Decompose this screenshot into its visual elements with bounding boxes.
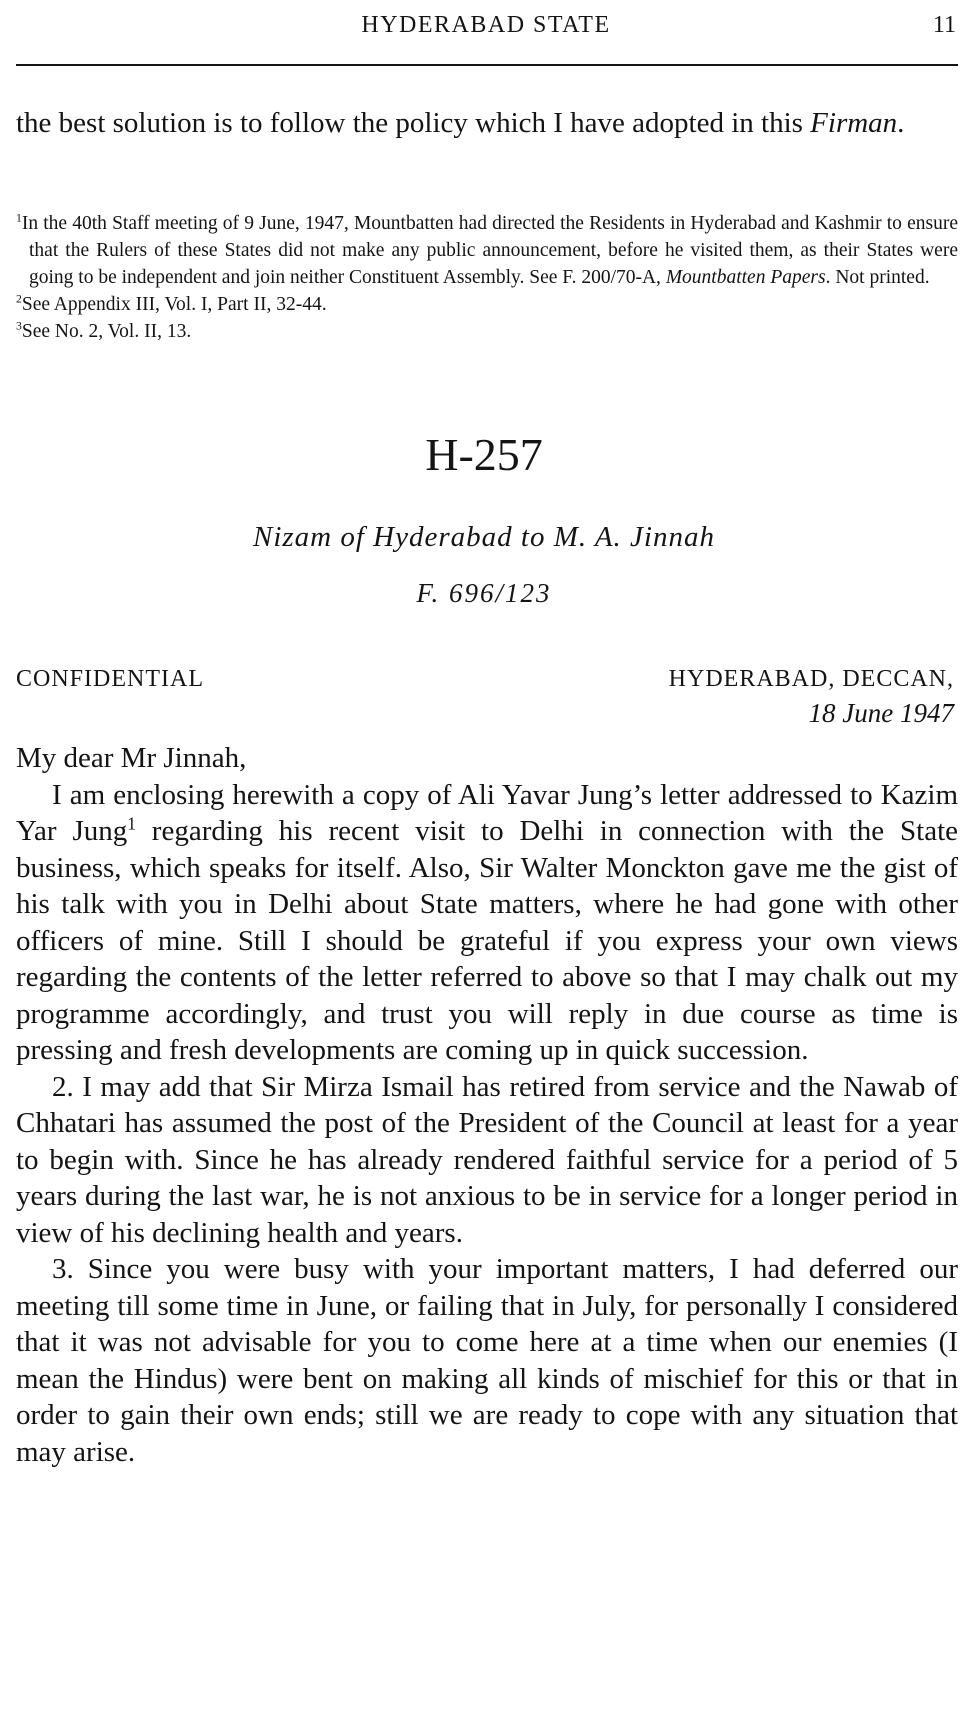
- footnote-3: [16, 318, 958, 345]
- header-rule: [16, 64, 958, 66]
- paragraph-text: I am enclosing herewith a copy of Ali Yavar Jung’s letter addressed to Kazim Yar Jung: [16, 778, 958, 847]
- footnote-1: [16, 210, 958, 291]
- footnote-text-end: . Not printed.: [825, 267, 930, 288]
- running-header: [16, 8, 956, 48]
- letter-date: 18 June 1947: [808, 698, 954, 728]
- file-reference: F. 696/123: [416, 578, 552, 608]
- letter-paragraph-1: [16, 777, 958, 1069]
- page-number: 11: [932, 12, 956, 38]
- footnote-marker: 3: [16, 319, 22, 333]
- footnote-text: In the 40th Staff meeting of 9 June, 1947, Mountbatten had directed the Residents in Hyderabad and Kashmir to ensure that the Rulers of these States did not make any public announcement, before he visited them, as their States were going to be independent and join neither Constituent Assembly. See F. 200/70-A,: [21, 213, 958, 288]
- footnote-marker: 2: [16, 292, 22, 306]
- intro-text: the best solution is to follow the policy which I have adopted in this: [16, 107, 803, 139]
- footnote-marker: 1: [16, 211, 22, 225]
- classification-label: CONFIDENTIAL: [16, 666, 204, 692]
- footnote-2: [16, 291, 958, 318]
- salutation: My dear Mr Jinnah,: [16, 742, 247, 774]
- document-title: Nizam of Hyderabad to M. A. Jinnah: [253, 521, 715, 553]
- intro-text-end: .: [897, 107, 905, 139]
- paragraph-text-end: regarding his recent visit to Delhi in connection with the State business, which speaks for itself. Also, Sir Walter Monckton gave me the gist of his talk with you in Delhi about State matters, where he had gone with other officers of mine. Still I should be grateful if you express your own views regarding the contents of the letter referred to above so that I may chalk out my programme accordingly, and trust you will reply in due course as time is pressing and fresh developments are coming up in quick succession.: [16, 815, 958, 1066]
- footnote-text: See No. 2, Vol. II, 13.: [21, 321, 192, 342]
- letter-place: HYDERABAD, DECCAN,: [668, 666, 954, 692]
- letter-paragraph-2: 2. I may add that Sir Mirza Ismail has retired from service and the Nawab of Chhatari has assumed the post of the President of the Council at least for a year to begin with. Since he has already rendered faithful service for a period of 5 years during the last war, he is not anxious to be in service for a longer period in view of his declining health and years.: [16, 1070, 958, 1249]
- document-number: H-257: [425, 429, 543, 480]
- footnotes: [16, 210, 958, 345]
- footnote-text: See Appendix III, Vol. I, Part II, 32-44.: [21, 294, 327, 315]
- letter-paragraph-3: 3. Since you were busy with your important matters, I had deferred our meeting till some time in June, or failing that in July, for personally I considered that it was not advisable for you to come here at a time when our enemies (I mean the Hindus) were bent on making all kinds of mischief for this or that in order to gain their own ends; still we are ready to cope with any situation that may arise.: [16, 1253, 958, 1468]
- intro-italic-term: Firman: [810, 107, 898, 139]
- footnote-italic: Mountbatten Papers: [665, 267, 826, 288]
- intro-paragraph: [16, 105, 958, 142]
- letter-body: [16, 740, 958, 1470]
- footnote-reference: 1: [127, 813, 136, 834]
- running-title: HYDERABAD STATE: [361, 12, 611, 38]
